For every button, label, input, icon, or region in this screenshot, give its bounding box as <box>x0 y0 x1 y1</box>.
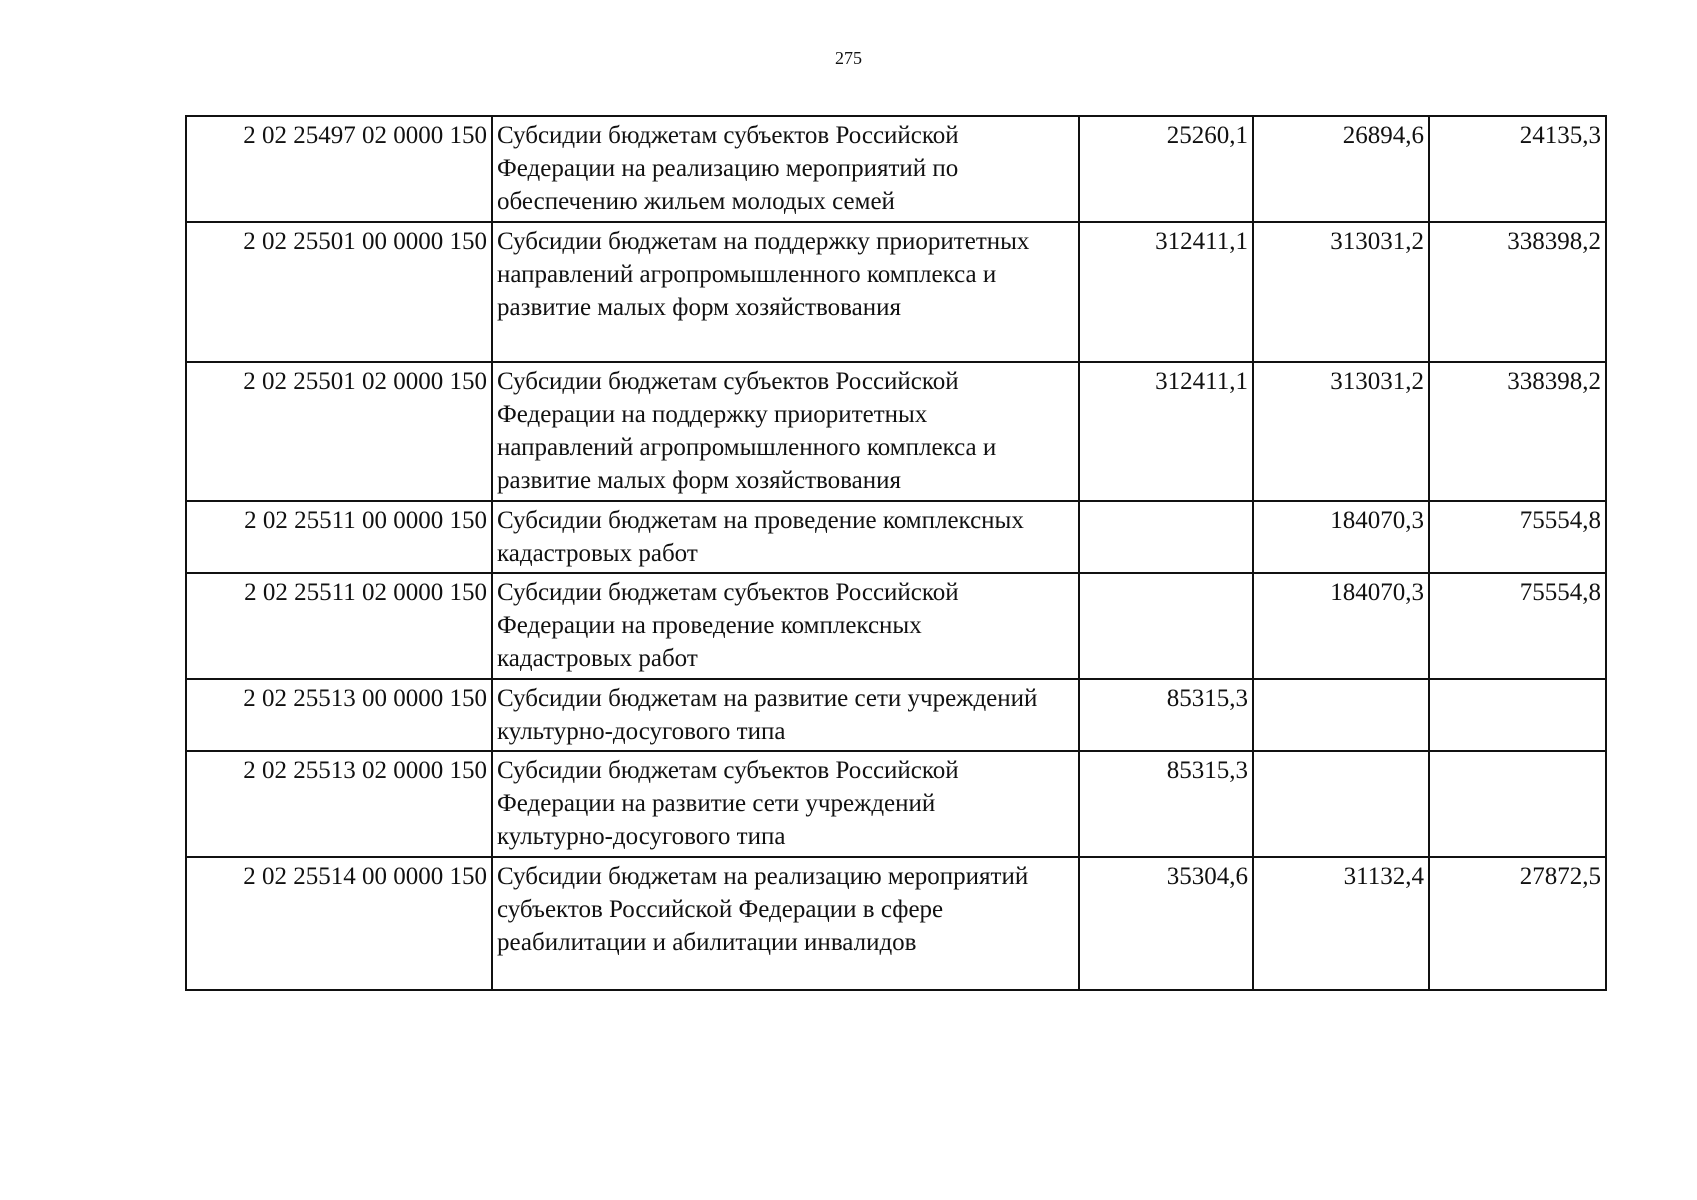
description-cell <box>492 222 1079 362</box>
value-cell-3: 27872,5 <box>1429 857 1606 990</box>
value-cell-1: 312411,1 <box>1079 222 1253 362</box>
table-row <box>186 501 1606 573</box>
description-cell <box>492 116 1079 222</box>
value-cell-2 <box>1253 679 1429 751</box>
description-line: Федерации на реализацию мероприятий по <box>497 155 959 182</box>
description-line: Субсидии бюджетам субъектов Российской <box>497 368 959 395</box>
budget-code-cell: 2 02 25497 02 0000 150 <box>186 116 492 222</box>
table-row <box>186 222 1606 362</box>
description-line: кадастровых работ <box>497 645 698 672</box>
description-line: Субсидии бюджетам субъектов Российской <box>497 579 959 606</box>
description-line: Субсидии бюджетам на реализацию мероприятий <box>497 863 1029 890</box>
description-line: культурно-досугового типа <box>497 718 786 745</box>
value-cell-3: 338398,2 <box>1429 362 1606 501</box>
budget-code-cell: 2 02 25513 02 0000 150 <box>186 751 492 857</box>
budget-table <box>185 115 1607 991</box>
description-cell <box>492 751 1079 857</box>
table-row <box>186 857 1606 990</box>
page-number: 275 <box>835 48 862 68</box>
value-cell-3 <box>1429 679 1606 751</box>
table-row <box>186 751 1606 857</box>
description-line: Федерации на развитие сети учреждений <box>497 790 936 817</box>
description-line: Субсидии бюджетам на проведение комплексных <box>497 507 1024 534</box>
value-cell-2: 184070,3 <box>1253 501 1429 573</box>
budget-code-cell: 2 02 25511 00 0000 150 <box>186 501 492 573</box>
description-cell <box>492 679 1079 751</box>
description-line: Субсидии бюджетам субъектов Российской <box>497 122 959 149</box>
value-cell-1 <box>1079 573 1253 679</box>
value-cell-1 <box>1079 501 1253 573</box>
budget-code-cell: 2 02 25513 00 0000 150 <box>186 679 492 751</box>
value-cell-3: 75554,8 <box>1429 501 1606 573</box>
table-row <box>186 679 1606 751</box>
value-cell-1: 35304,6 <box>1079 857 1253 990</box>
value-cell-2: 313031,2 <box>1253 222 1429 362</box>
description-line: развитие малых форм хозяйствования <box>497 294 901 321</box>
description-line: Федерации на поддержку приоритетных <box>497 401 928 428</box>
description-line: Федерации на проведение комплексных <box>497 612 922 639</box>
description-line: направлений агропромышленного комплекса и <box>497 434 997 461</box>
description-line: обеспечению жильем молодых семей <box>497 188 895 215</box>
value-cell-1: 85315,3 <box>1079 751 1253 857</box>
description-line: Субсидии бюджетам на поддержку приоритетных <box>497 228 1030 255</box>
value-cell-1: 25260,1 <box>1079 116 1253 222</box>
description-line: культурно-досугового типа <box>497 823 786 850</box>
table-row <box>186 116 1606 222</box>
value-cell-2: 313031,2 <box>1253 362 1429 501</box>
description-line: Субсидии бюджетам субъектов Российской <box>497 757 959 784</box>
budget-code-cell: 2 02 25501 02 0000 150 <box>186 362 492 501</box>
budget-code-cell: 2 02 25511 02 0000 150 <box>186 573 492 679</box>
value-cell-2: 184070,3 <box>1253 573 1429 679</box>
value-cell-3: 75554,8 <box>1429 573 1606 679</box>
budget-code-cell: 2 02 25514 00 0000 150 <box>186 857 492 990</box>
description-cell <box>492 573 1079 679</box>
budget-code-cell: 2 02 25501 00 0000 150 <box>186 222 492 362</box>
value-cell-3: 24135,3 <box>1429 116 1606 222</box>
description-cell <box>492 362 1079 501</box>
value-cell-1: 85315,3 <box>1079 679 1253 751</box>
table-row <box>186 573 1606 679</box>
value-cell-1: 312411,1 <box>1079 362 1253 501</box>
description-cell <box>492 501 1079 573</box>
value-cell-2: 26894,6 <box>1253 116 1429 222</box>
value-cell-3: 338398,2 <box>1429 222 1606 362</box>
description-line: субъектов Российской Федерации в сфере <box>497 896 944 923</box>
description-line: направлений агропромышленного комплекса и <box>497 261 997 288</box>
description-line: Субсидии бюджетам на развитие сети учреждений <box>497 685 1038 712</box>
description-cell <box>492 857 1079 990</box>
description-line: кадастровых работ <box>497 540 698 567</box>
description-line: реабилитации и абилитации инвалидов <box>497 929 917 956</box>
description-line: развитие малых форм хозяйствования <box>497 467 901 494</box>
value-cell-2: 31132,4 <box>1253 857 1429 990</box>
table-row <box>186 362 1606 501</box>
value-cell-2 <box>1253 751 1429 857</box>
value-cell-3 <box>1429 751 1606 857</box>
